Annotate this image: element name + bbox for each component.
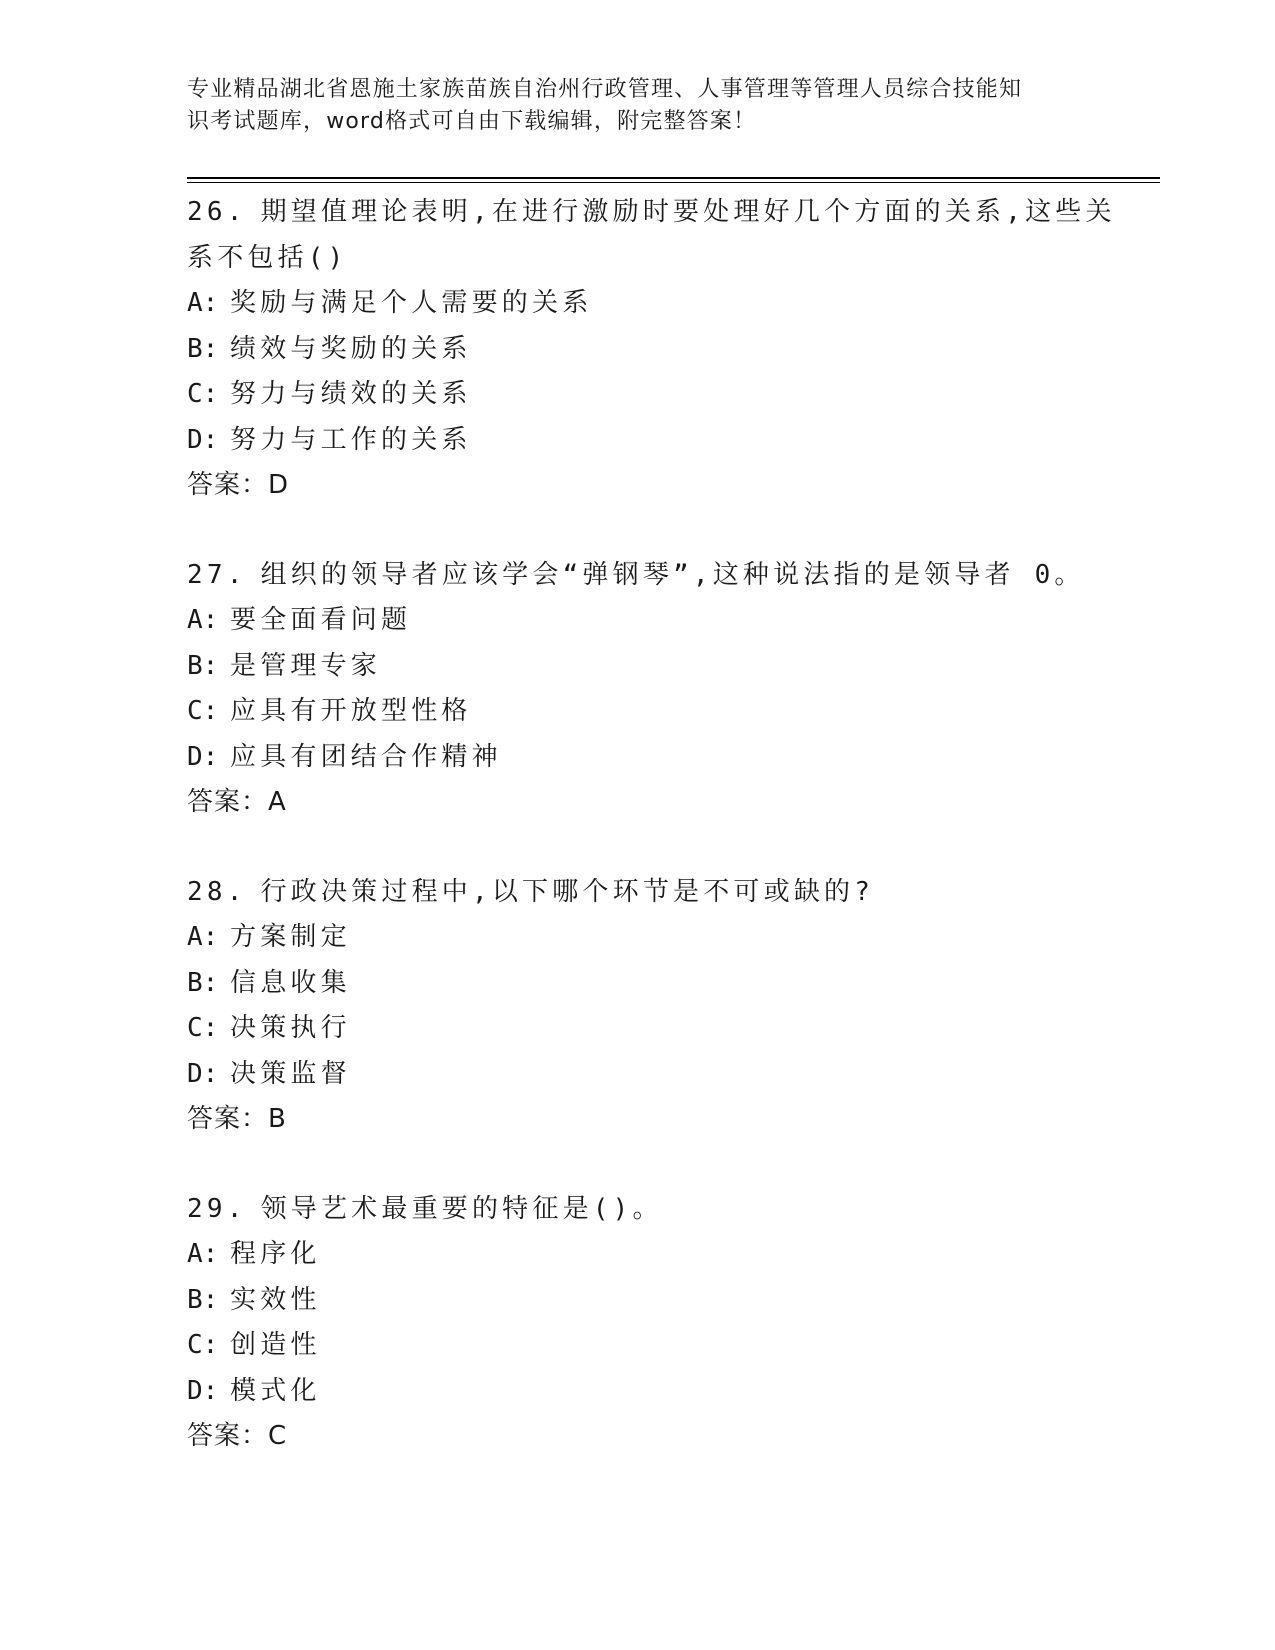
option-letter: A: bbox=[187, 1239, 219, 1269]
option-letter: C: bbox=[187, 696, 219, 726]
option-letter: A: bbox=[187, 922, 219, 952]
question-list bbox=[187, 190, 1116, 1504]
option-a bbox=[187, 1232, 1107, 1278]
option-text: 要全面看问题 bbox=[230, 605, 412, 635]
option-text: 决策监督 bbox=[230, 1058, 351, 1089]
option-letter: C: bbox=[187, 1013, 219, 1043]
document-header bbox=[187, 74, 1107, 138]
option-letter: B: bbox=[187, 650, 219, 681]
option-text: 实效性 bbox=[230, 1284, 321, 1315]
question-28 bbox=[187, 870, 1107, 1143]
option-b bbox=[187, 327, 1107, 373]
option-text: 程序化 bbox=[230, 1239, 321, 1269]
option-c bbox=[187, 1006, 1107, 1052]
option-a bbox=[187, 598, 1107, 644]
question-number: 26. bbox=[187, 197, 247, 227]
option-d bbox=[187, 1369, 1107, 1415]
option-letter: D: bbox=[187, 424, 219, 455]
option-letter: B: bbox=[187, 967, 219, 998]
option-text: 奖励与满足个人需要的关系 bbox=[230, 288, 593, 318]
question-number: 28. bbox=[187, 876, 247, 907]
option-letter: D: bbox=[187, 1375, 219, 1406]
option-text: 应具有团结合作精神 bbox=[230, 741, 502, 772]
header-line-2: 识考试题库，word格式可自由下载编辑，附完整答案！ bbox=[187, 109, 757, 134]
option-text: 是管理专家 bbox=[230, 650, 382, 681]
option-letter: D: bbox=[187, 741, 219, 772]
option-c bbox=[187, 1323, 1107, 1369]
question-26 bbox=[187, 190, 1116, 509]
option-text: 决策执行 bbox=[230, 1013, 351, 1043]
question-text: 行政决策过程中,以下哪个环节是不可或缺的? bbox=[260, 876, 875, 907]
option-a bbox=[187, 915, 1107, 961]
question-number: 29. bbox=[187, 1193, 247, 1224]
option-text: 创造性 bbox=[230, 1330, 321, 1360]
option-d bbox=[187, 1052, 1107, 1098]
question-text: 领导艺术最重要的特征是()。 bbox=[260, 1193, 663, 1224]
option-text: 努力与工作的关系 bbox=[230, 424, 472, 455]
question-stem bbox=[187, 190, 1116, 236]
option-text: 绩效与奖励的关系 bbox=[230, 333, 472, 364]
option-letter: C: bbox=[187, 1330, 219, 1360]
option-a bbox=[187, 281, 1107, 327]
question-29 bbox=[187, 1187, 1107, 1460]
header-divider-thin bbox=[187, 182, 1160, 183]
question-text: 组织的领导者应该学会“弹钢琴”,这种说法指的是领导者 0。 bbox=[260, 559, 1085, 590]
answer: 答案：C bbox=[187, 1421, 288, 1451]
option-text: 信息收集 bbox=[230, 967, 351, 998]
question-number: 27. bbox=[187, 559, 247, 590]
option-b bbox=[187, 644, 1107, 690]
option-d bbox=[187, 735, 1107, 781]
option-letter: D: bbox=[187, 1058, 219, 1089]
question-stem bbox=[187, 870, 1107, 916]
answer: 答案：D bbox=[187, 470, 290, 500]
question-27 bbox=[187, 553, 1107, 826]
option-b bbox=[187, 1278, 1107, 1324]
option-letter: A: bbox=[187, 288, 219, 318]
option-letter: A: bbox=[187, 605, 219, 635]
answer: 答案：A bbox=[187, 787, 287, 817]
option-c bbox=[187, 372, 1107, 418]
option-text: 努力与绩效的关系 bbox=[230, 379, 472, 409]
question-text-continued: 系不包括() bbox=[187, 242, 348, 273]
option-b bbox=[187, 961, 1107, 1007]
option-text: 方案制定 bbox=[230, 922, 351, 952]
option-d bbox=[187, 418, 1107, 464]
answer: 答案：B bbox=[187, 1104, 287, 1134]
option-c bbox=[187, 689, 1107, 735]
option-text: 模式化 bbox=[230, 1375, 321, 1406]
option-letter: C: bbox=[187, 379, 219, 409]
question-stem bbox=[187, 1187, 1107, 1233]
question-stem bbox=[187, 553, 1107, 599]
option-letter: B: bbox=[187, 333, 219, 364]
header-divider-thick bbox=[187, 177, 1160, 179]
option-letter: B: bbox=[187, 1284, 219, 1315]
question-text: 期望值理论表明,在进行激励时要处理好几个方面的关系,这些关 bbox=[260, 197, 1116, 227]
option-text: 应具有开放型性格 bbox=[230, 696, 472, 726]
header-line-1: 专业精品湖北省恩施土家族苗族自治州行政管理、人事管理等管理人员综合技能知 bbox=[187, 77, 1023, 102]
